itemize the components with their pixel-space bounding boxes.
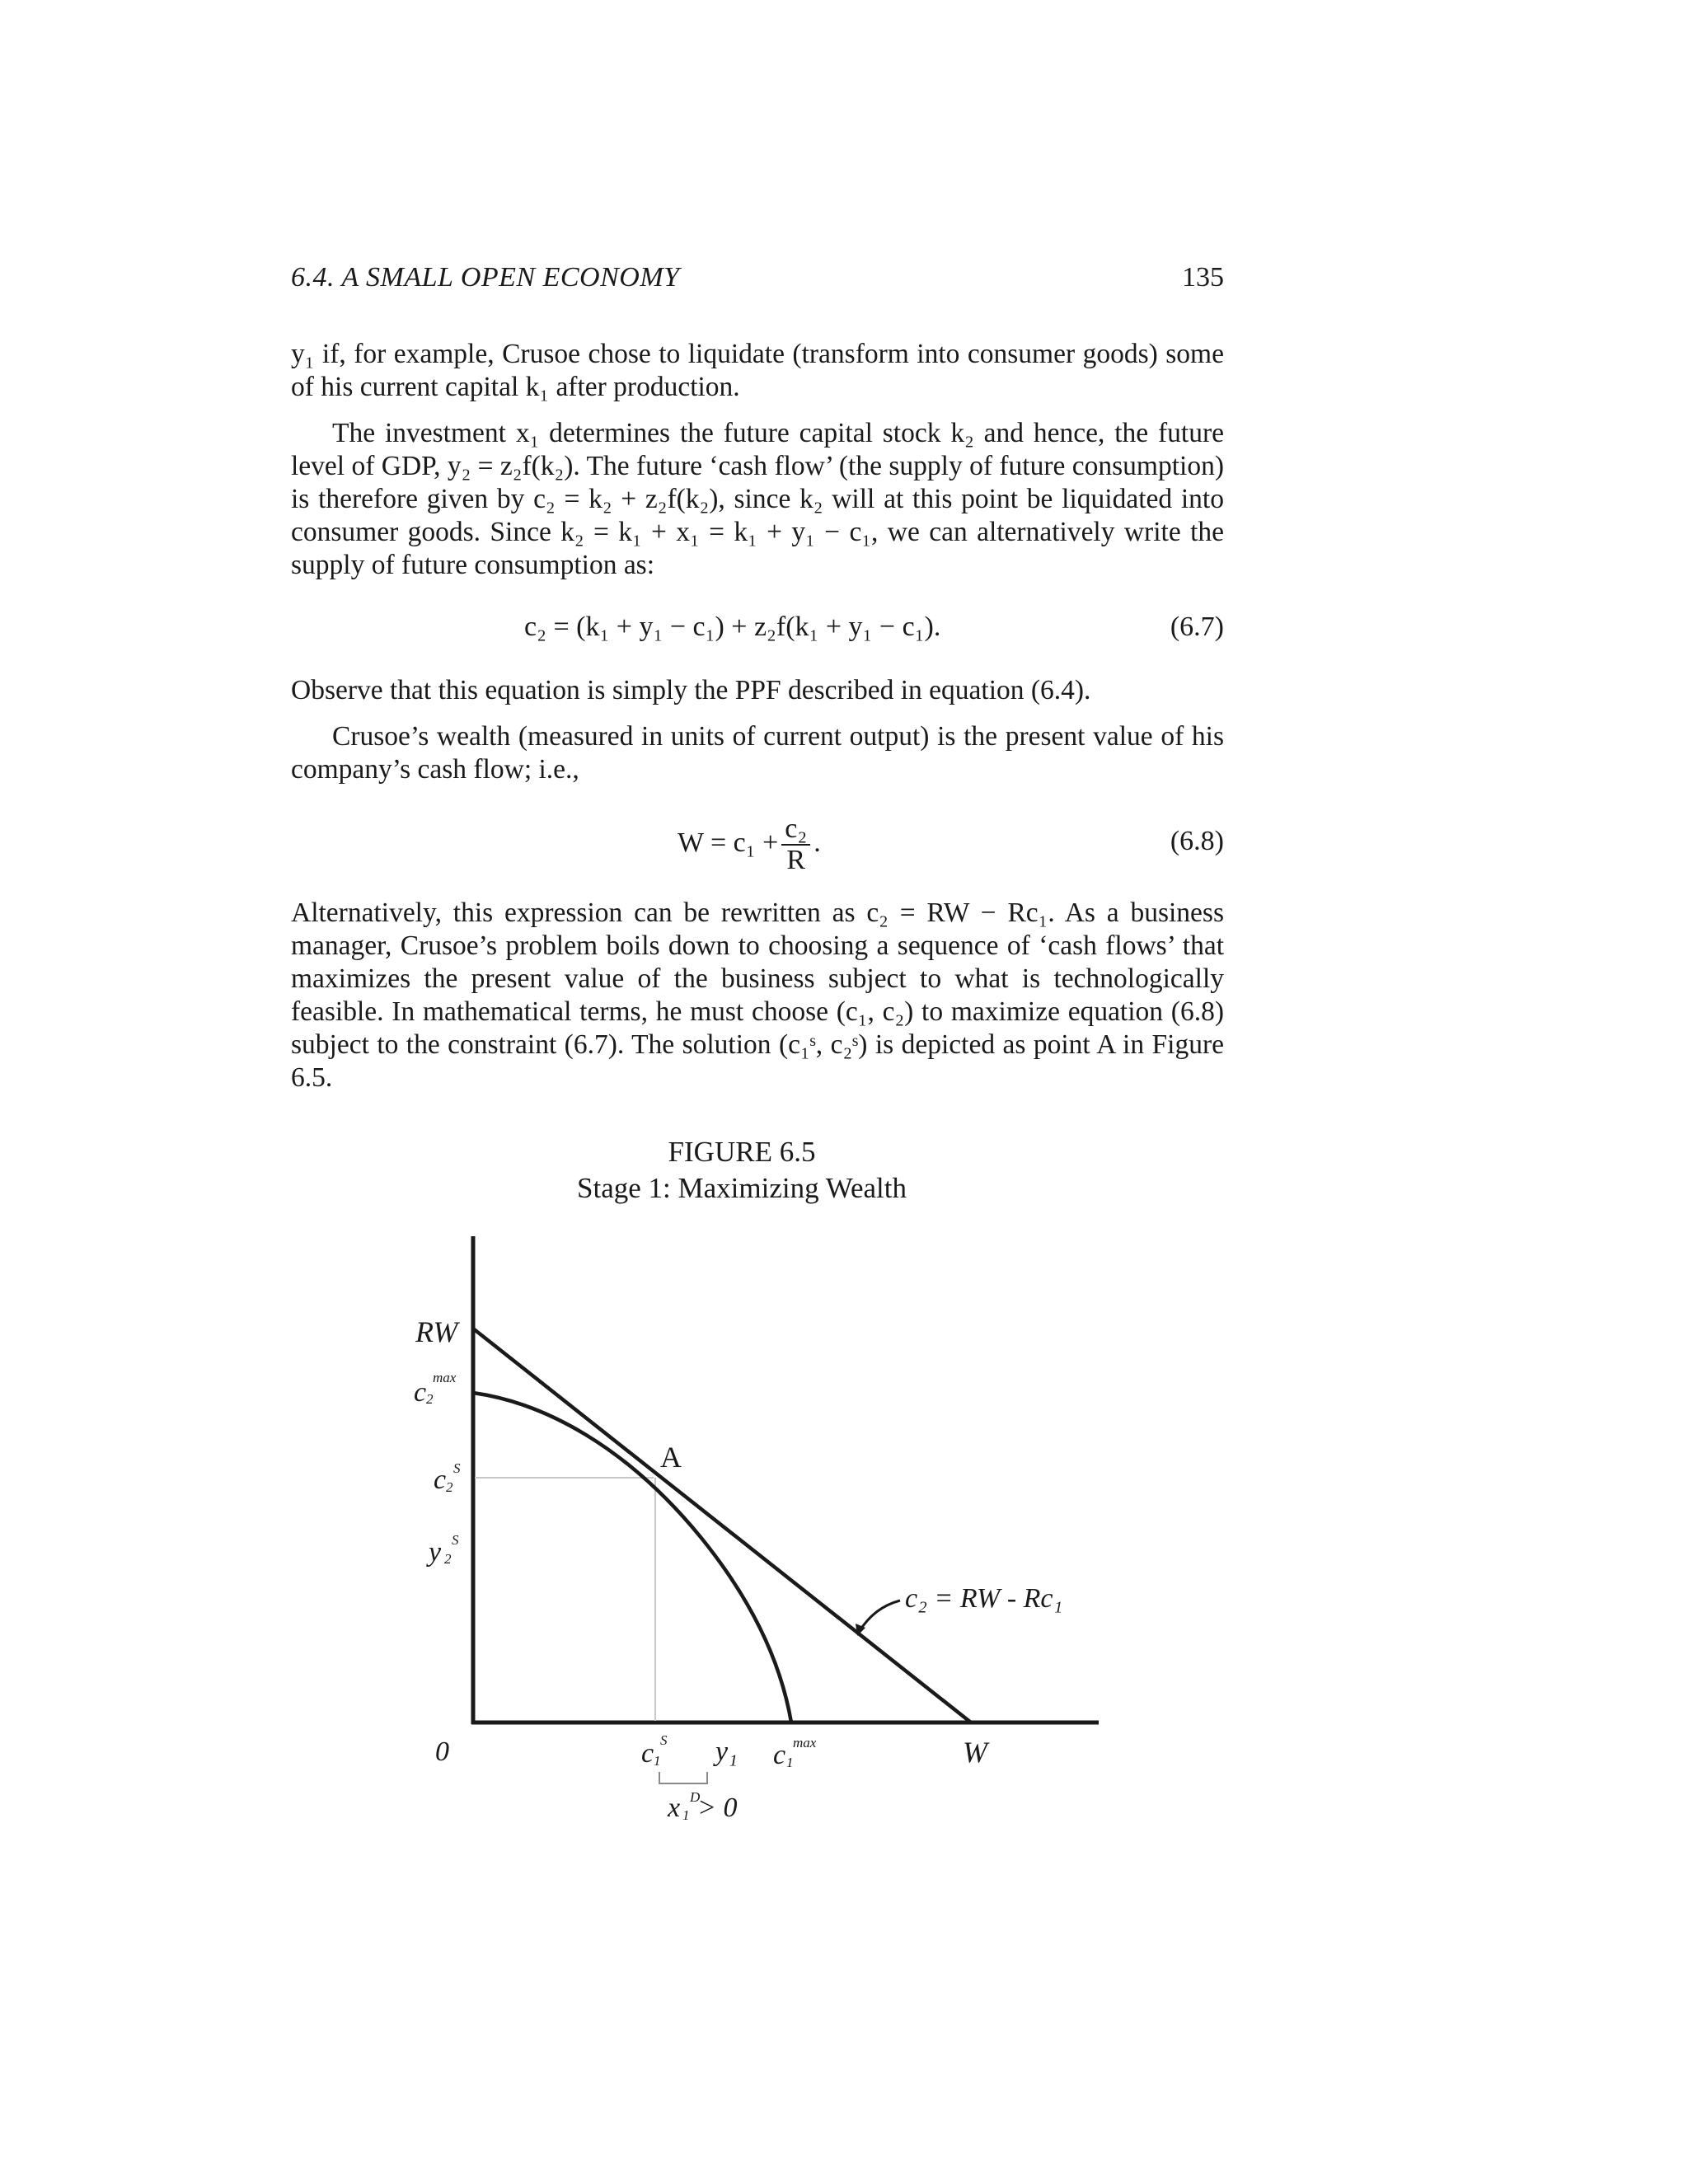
c2s-subscript: 2: [446, 1479, 453, 1495]
paragraph-5: Alternatively, this expression can be rewritten as c₂ = RW − Rc₁. As a business manager, Crusoe’s problem boils down to choosing a sequence of ‘cash flows’ that maximizes the present value of the business subject to what is technologically feasible. In mathematical terms, he must choose (c₁, c₂) to maximize equation (6.8) subject to the constraint (6.7). The solution (c₁ˢ, c₂ˢ) is depicted as point A in Figure 6.5.: [291, 898, 1224, 1093]
point-a-label: A: [660, 1441, 682, 1474]
c1-max-subscript: 1: [786, 1755, 794, 1770]
c1-max-label: c: [773, 1740, 786, 1770]
figure-label: FIGURE 6.5: [668, 1136, 816, 1168]
figure-title: Stage 1: Maximizing Wealth: [577, 1172, 907, 1204]
w-label: W: [963, 1736, 987, 1769]
c2-max-subscript: 2: [426, 1391, 434, 1407]
equation-6-8-tail: .: [814, 827, 821, 858]
investment-superscript: D: [690, 1789, 701, 1805]
fraction-numerator: c₂: [781, 814, 810, 846]
equation-6-7: c₂ = (k₁ + y₁ − c₁) + z₂f(k₁ + y₁ − c₁).: [524, 612, 941, 642]
y2s-label: y: [429, 1537, 442, 1568]
page-number: 135: [1182, 262, 1224, 293]
investment-subscript: 1: [682, 1807, 690, 1823]
wealth-line-label: c₂ = RW - Rc₁: [905, 1583, 1063, 1614]
running-section-title: 6.4. A SMALL OPEN ECONOMY: [291, 262, 680, 293]
line-pointer-arrow: [859, 1601, 900, 1632]
equation-6-8-lhs: W = c₁ +: [678, 827, 779, 858]
equation-6-7-number: (6.7): [1170, 612, 1224, 642]
y2s-superscript: S: [452, 1532, 459, 1548]
y1-label: y₁: [715, 1736, 738, 1767]
c2s-superscript: S: [453, 1460, 461, 1476]
paragraph-3: Observe that this equation is simply the PPF described in equation (6.4).: [291, 675, 1091, 705]
paragraph-1: y₁ if, for example, Crusoe chose to liquidate (transform into consumer goods) some of his current capital k₁ after production.: [291, 339, 1224, 402]
c1-max-superscript: max: [793, 1735, 817, 1750]
c1s-superscript: S: [660, 1732, 668, 1748]
c2s-label: c: [434, 1465, 447, 1495]
c2-max-label: c: [414, 1377, 427, 1408]
investment-bracket: [659, 1772, 707, 1783]
fraction-denominator: R: [786, 845, 806, 875]
paragraph-4: Crusoe’s wealth (measured in units of current output) is the present value of his company’s cash flow; i.e.,: [291, 721, 1224, 785]
origin-label: 0: [435, 1736, 449, 1767]
wealth-line: [473, 1329, 971, 1722]
rw-label: RW: [415, 1315, 458, 1348]
investment-inequality: > 0: [697, 1793, 738, 1823]
equation-6-8-number: (6.8): [1170, 826, 1224, 856]
ppf-curve: [473, 1393, 791, 1722]
c1s-subscript: 1: [654, 1753, 661, 1769]
investment-label: x: [668, 1793, 681, 1823]
y2s-subscript: 2: [444, 1551, 452, 1567]
c2-max-superscript: max: [433, 1370, 457, 1385]
paragraph-2: The investment x₁ determines the future capital stock k₂ and hence, the future level of GDP, y₂ = z₂f(k₂). The future ‘cash flow’ (the supply of future consumption) is therefore given by c₂ = k₂ + z₂f(k₂), since k₂ will at this point be liquidated into consumer goods. Since k₂ = k₁ + x₁ = k₁ + y₁ − c₁, we can alternatively write the supply of future consumption as:: [291, 418, 1224, 580]
c1s-label: c: [641, 1738, 654, 1769]
